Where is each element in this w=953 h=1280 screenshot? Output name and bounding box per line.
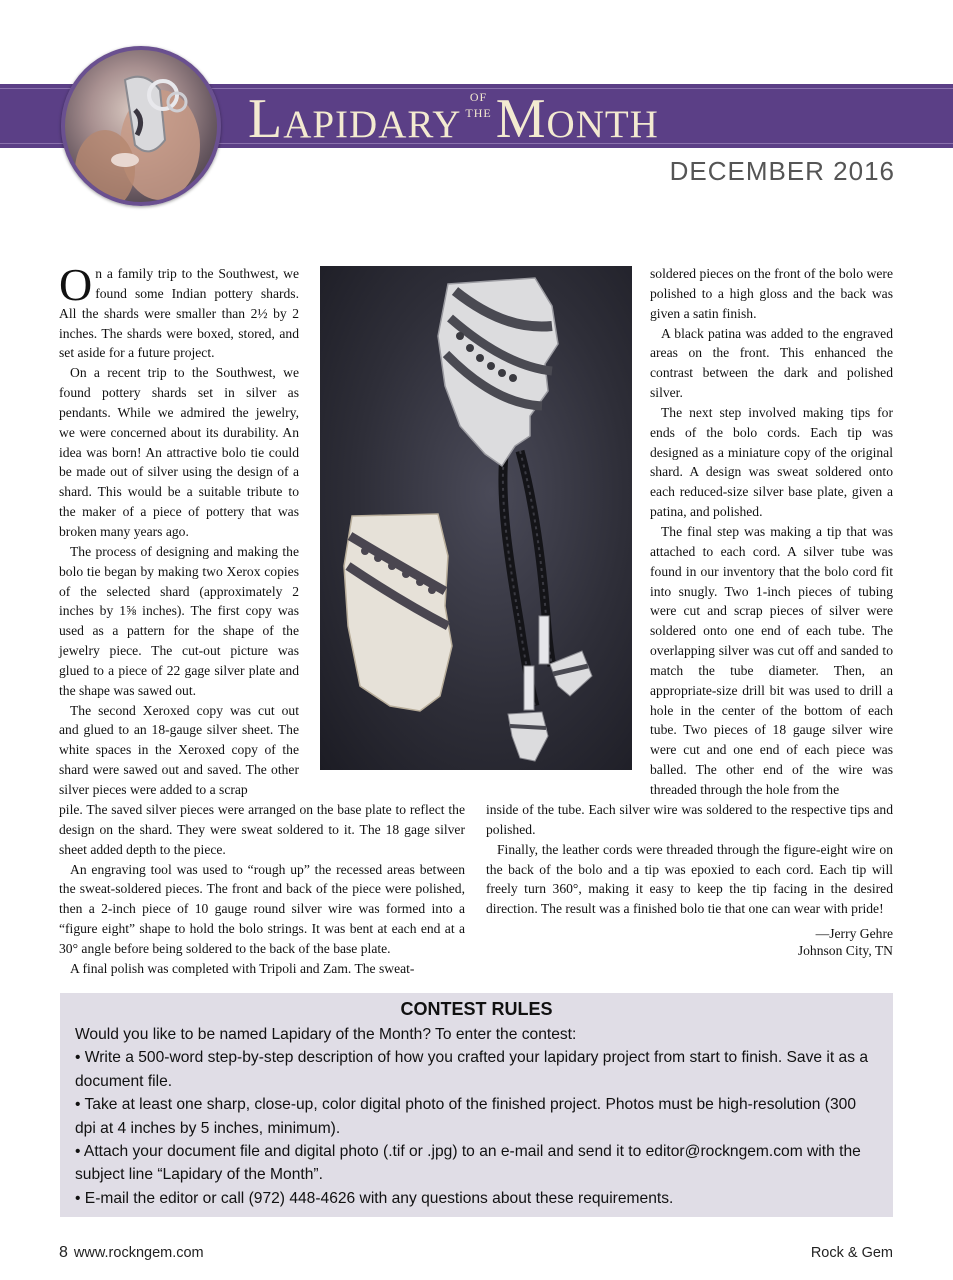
title-word-month: Month [495,88,659,150]
contest-rules-heading: CONTEST RULES [400,999,553,1019]
bolo-tie-photo [320,266,632,770]
title-of-the: of the [465,86,492,121]
author-signature [486,925,893,959]
contest-rules-text [75,1023,879,1210]
author-name: —Jerry Gehre [815,926,893,942]
issue-date: DECEMBER 2016 [669,156,895,186]
footer-website: www.rockngem.com [73,1245,204,1261]
page-number: 8 [59,1244,68,1261]
article-paragraph: The final step was making a tip that was attached to each cord. A silver tube was found in our inventory that the bolo cord fit into snugly. Two 1-inch pieces of tubing were cut and scrap pieces of silver were soldered onto one end of each tube. The overlapping silver was cut off and sanded to match the tube diameter. Then, an appropriate-size drill bit was used to drill a hole in the center of the bottom of each tube. Two pieces of 18 gauge silver wire were cut and one end of each piece was balled. The other end of the wire was threaded through the hole from the [650,523,893,797]
article-paragraph: Finally, the leather cords were threaded through the figure-eight wire on the back of the bolo and a tip was epoxied to each cord. Each tip will freely turn 360°, making it easy to keep the tip facing in the desired direction. The result was a finished bolo tie that one can wear with pride! [486,841,893,917]
article-column-left [59,259,299,800]
article-column-right-lower [486,800,893,959]
article-paragraph: soldered pieces on the front of the bolo were polished to a high gloss and the back was given a satin finish. [650,266,893,321]
footer-publication: Rock & Gem [810,1245,893,1261]
contest-rule-item: • Attach your document file and digital photo (.tif or .jpg) to an e-mail and send it to editor@rockngem.com with the subject line “Lapidary of the Month”. [75,1143,861,1184]
article-paragraph: pile. The saved silver pieces were arranged on the base plate to reflect the design on the shard. They were sweat soldered to it. The 18 gage silver sheet added depth to the piece. [59,802,465,857]
contest-intro: Would you like to be named Lapidary of the Month? To enter the contest: [75,1026,577,1043]
contest-rule-item: • Take at least one sharp, close-up, color digital photo of the finished project. Photos must be high-resolution (300 dpi at 4 inches by 5 inches, minimum). [75,1096,856,1137]
title-word-lapidary: Lapidary [248,88,462,150]
page-title [248,86,659,150]
contest-rule-item: • E-mail the editor or call (972) 448-4626 with any questions about these requirements. [75,1189,674,1207]
article-paragraph: The process of designing and making the bolo tie began by making two Xerox copies of the selected shard (approximately 2 inches by 1⅝ inches). The first copy was used as a pattern for the shape of the jewelry piece. The cut-out picture was glued to a piece of 22 gage silver plate and the shape was sawed out. [59,543,299,698]
article-column-left-lower [59,800,465,979]
article-paragraph: An engraving tool was used to “rough up” the recessed areas between the sweat-soldered pieces. The front and back of the piece were polished, then a 2-inch piece of 10 gauge round silver wire was formed into a “figure eight” shape to hold the bolo strings. It was bent at each end at a 30° angle before being soldered to the back of the base plate. [59,861,465,956]
article-column-right [650,264,893,800]
article-paragraph: The next step involved making tips for ends of the bolo cords. Each tip was designed as a miniature copy of the original shard. A design was sweat soldered onto each reduced-size silver base plate, given a patina, and polished. [650,404,893,520]
article-paragraph: On a recent trip to the Southwest, we found pottery shards set in silver as pendants. While we admired the jewelry, we were concerned about its durability. An idea was born! An attractive bolo tie could be made out of silver using the design of a shard. This would be a suitable tribute to the maker of a piece of pottery that was broken many years ago. [59,365,299,539]
header-photo-medallion [61,46,221,206]
hand-holding-jewelry-image [65,50,217,202]
contest-rule-item: • Write a 500-word step-by-step description of how you crafted your lapidary project from start to finish. Save it as a document file. [75,1049,869,1090]
article-paragraph: inside of the tube. Each silver wire was soldered to the respective tips and polished. [486,802,893,837]
article-paragraph: On a family trip to the Southwest, we found some Indian pottery shards. All the shards were smaller than 2½ by 2 inches. The shards were boxed, stored, and set aside for a future project. [59,259,299,361]
article-paragraph: The second Xeroxed copy was cut out and glued to an 18-gauge silver sheet. The white spaces in the Xeroxed copy of the shard were sawed out and saved. The other silver pieces were added to a scrap [59,702,299,797]
article-paragraph: A final polish was completed with Tripoli and Zam. The sweat- [70,960,415,976]
drop-cap: O [59,259,93,310]
footer-left [59,1244,204,1262]
bolo-tie-image [320,266,632,770]
author-location: Johnson City, TN [797,943,893,959]
contest-rules-box [60,993,893,1217]
article-paragraph: A black patina was added to the engraved areas on the front. This enhanced the contrast between the dark and polished silver. [650,325,893,401]
